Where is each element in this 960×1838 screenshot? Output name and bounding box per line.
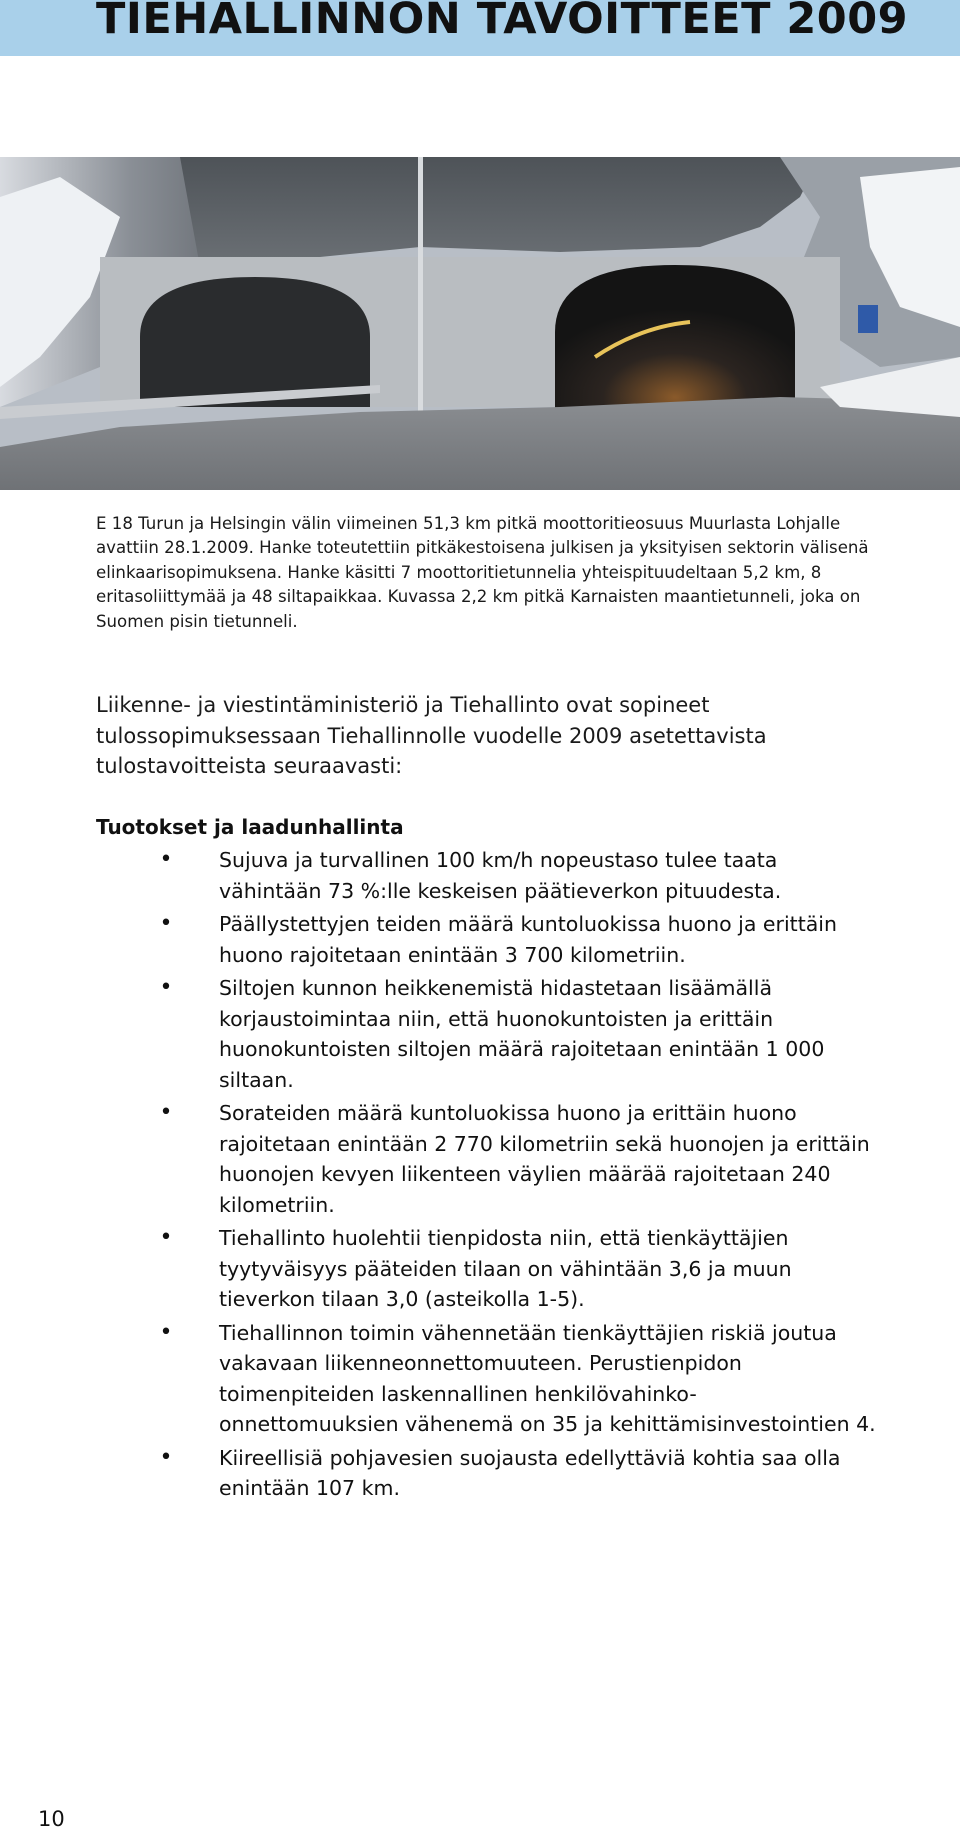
list-item-text: Päällystettyjen teiden määrä kuntoluokissa huono ja erittäin huono rajoitetaan enintään 3 700 kilometriin.: [219, 912, 837, 967]
list-item: [96, 973, 876, 1095]
bullet-icon: •: [159, 911, 173, 936]
list-item: [96, 1223, 876, 1315]
bullet-icon: •: [159, 847, 173, 872]
list-item-text: Kiireellisiä pohjavesien suojausta edellyttäviä kohtia saa olla enintään 107 km.: [219, 1445, 841, 1500]
bullet-icon: •: [159, 975, 173, 1000]
photo-lamp-post: [418, 157, 423, 417]
section-heading: Tuotokset ja laadunhallinta: [96, 815, 404, 839]
tunnel-photo: [0, 157, 960, 490]
page-number: 10: [38, 1807, 65, 1831]
list-item: [96, 1098, 876, 1220]
header-band: [0, 0, 960, 56]
photo-tunnel-right: [555, 265, 795, 412]
list-item: [96, 909, 876, 970]
photo-sign: [858, 305, 878, 333]
photo-tunnel-left: [140, 277, 370, 407]
list-item: [96, 1443, 876, 1504]
bullet-icon: •: [159, 1225, 173, 1250]
page-title: TIEHALLINNON TAVOITTEET 2009: [96, 0, 909, 44]
list-item-text: Tiehallinnon toimin vähennetään tienkäyttäjien riskiä joutua vakavaan liikenneonnettomuuteen. Perustienpidon toimenpiteiden laskennallinen henkilövahinko-onnettomuuksien vähenemä on 35 ja kehittämisinvestointien 4.: [219, 1320, 876, 1436]
list-item: [96, 1318, 876, 1440]
photo-caption: E 18 Turun ja Helsingin välin viimeinen 51,3 km pitkä moottoritieosuus Muurlasta Lohjalle avattiin 28.1.2009. Hanke toteutettiin pitkäkestoisena julkisen ja yksityisen sektorin välisenä elinkaarisopimuksena. Hanke käsitti 7 moottoritietunnelia yhteispituudeltaan 5,2 km, 8 eritasoliittymää ja 48 siltapaikkaa. Kuvassa 2,2 km pitkä Karnaisten maantietunneli, joka on Suomen pisin tietunneli.: [96, 514, 869, 631]
intro-paragraph: Liikenne- ja viestintäministeriö ja Tiehallinto ovat sopineet tulossopimuksessaan Tiehallinnolle vuodelle 2009 asetettavista tulostavoitteista seuraavasti:: [96, 693, 767, 778]
bullet-icon: •: [159, 1444, 173, 1470]
list-item: [96, 845, 876, 906]
goals-list: [96, 845, 876, 1507]
list-item-text: Tiehallinto huolehtii tienpidosta niin, että tienkäyttäjien tyytyväisyys pääteiden tilaan on vähintään 3,6 ja muun tieverkon tilaan 3,0 (asteikolla 1-5).: [219, 1226, 792, 1311]
bullet-icon: •: [159, 1319, 173, 1345]
list-item-text: Siltojen kunnon heikkenemistä hidastetaan lisäämällä korjaustoimintaa niin, että huonokuntoisten ja erittäin huonokuntoisten siltojen määrä rajoitetaan enintään 1 000 siltaan.: [219, 976, 825, 1092]
list-item-text: Sujuva ja turvallinen 100 km/h nopeustaso tulee taata vähintään 73 %:lle keskeisen päätieverkon pituudesta.: [219, 848, 782, 903]
list-item-text: Sorateiden määrä kuntoluokissa huono ja erittäin huono rajoitetaan enintään 2 770 kilometriin sekä huonojen ja erittäin huonojen kevyen liikenteen väylien määrää rajoitetaan 240 kilometriin.: [219, 1101, 870, 1217]
bullet-icon: •: [159, 1100, 173, 1125]
